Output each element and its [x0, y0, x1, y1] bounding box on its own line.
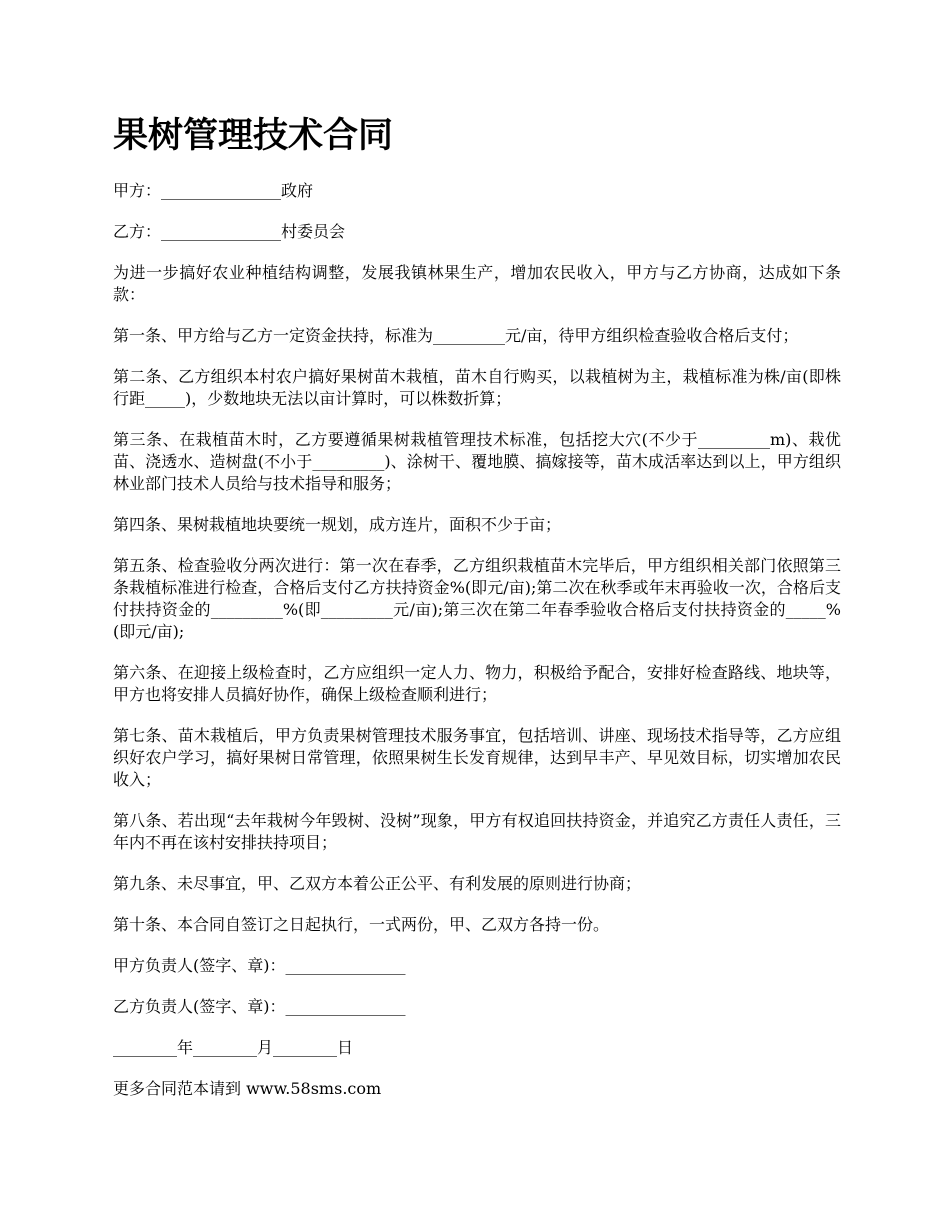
party-b-signature: 乙方负责人(签字、章)：_______________: [113, 997, 406, 1016]
footer-website-note: 更多合同范本请到 www.58sms.com: [113, 1079, 382, 1098]
article-1: 第一条、甲方给与乙方一定资金扶持，标准为_________元/亩，待甲方组织检查验收合格后支付；: [113, 326, 799, 345]
document-body: [113, 180, 841, 1119]
article-7: 第七条、苗木栽植后，甲方负责果树管理技术服务事宜，包括培训、讲座、现场技术指导等，乙方应组织好农户学习，搞好果树日常管理，依照果树生长发育规律，达到早丰产、早见效目标，切实增加农民收入；: [113, 726, 841, 789]
signing-date: ________年________月________日: [113, 1038, 354, 1057]
party-a-line: 甲方：_______________政府: [113, 181, 314, 200]
article-3: 第三条、在栽植苗木时，乙方要遵循果树栽植管理技术标准，包括挖大穴(不少于_________m)、栽优苗、浇透水、造树盘(不小于_________)、涂树干、覆地膜、搞嫁接等，苗木成活率达到以上，甲方组织林业部门技术人员给与技术指导和服务；: [113, 430, 841, 493]
article-4: 第四条、果树栽植地块要统一规划，成方连片，面积不少于亩；: [113, 515, 562, 534]
article-9: 第九条、未尽事宜，甲、乙双方本着公正公平、有利发展的原则进行协商；: [113, 874, 642, 893]
article-2: 第二条、乙方组织本村农户搞好果树苗木栽植，苗木自行购买，以栽植树为主，栽植标准为株/亩(即株行距_____)，少数地块无法以亩计算时，可以株数折算；: [113, 367, 841, 408]
article-5: 第五条、检查验收分两次进行：第一次在春季，乙方组织栽植苗木完毕后，甲方组织相关部门依照第三条栽植标准进行检查，合格后支付乙方扶持资金%(即元/亩);第二次在秋季或年末再验收一次，合格后支付扶持资金的_________%(即_________元/亩);第三次在第二年春季验收合格后支付扶持资金的_____%(即元/亩);: [113, 556, 841, 641]
article-10: 第十条、本合同自签订之日起执行，一式两份，甲、乙双方各持一份。: [113, 915, 610, 934]
article-8: 第八条、若出现“去年栽树今年毁树、没树”现象，甲方有权追回扶持资金，并追究乙方责任人责任，三年内不再在该村安排扶持项目；: [113, 811, 841, 852]
preamble: 为进一步搞好农业种植结构调整，发展我镇林果生产，增加农民收入，甲方与乙方协商，达成如下条款：: [113, 263, 841, 304]
article-6: 第六条、在迎接上级检查时，乙方应组织一定人力、物力，积极给予配合，安排好检查路线、地块等，甲方也将安排人员搞好协作，确保上级检查顺利进行；: [113, 663, 841, 704]
party-b-line: 乙方：_______________村委员会: [113, 222, 346, 241]
party-a-signature: 甲方负责人(签字、章)：_______________: [113, 956, 406, 975]
document-title: 果树管理技术合同: [113, 115, 394, 156]
